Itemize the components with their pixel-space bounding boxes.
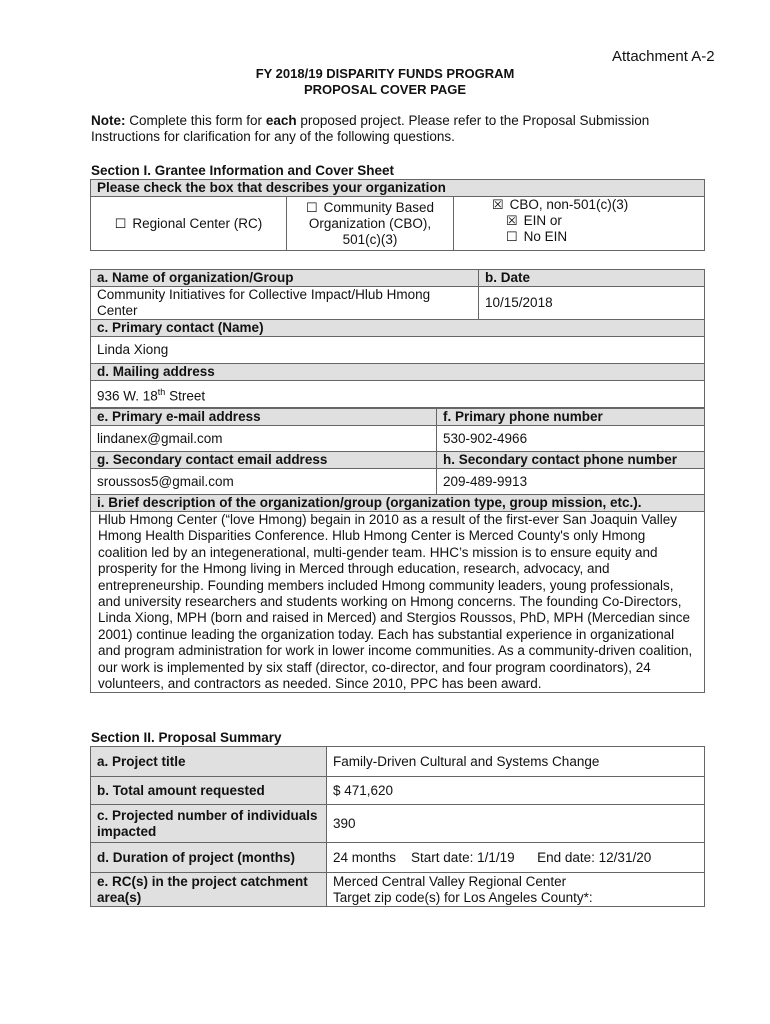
- org-name-label: a. Name of organization/Group: [91, 270, 479, 287]
- mailing-address-post: Street: [165, 388, 206, 404]
- cbo-checkbox[interactable]: ☐: [306, 199, 318, 215]
- no-ein-checkbox[interactable]: ☐: [506, 229, 518, 244]
- secondary-email-label: g. Secondary contact email address: [91, 452, 437, 469]
- catchment-value-1: Merced Central Valley Regional Center: [333, 873, 567, 889]
- secondary-phone-label: h. Secondary contact phone number: [437, 452, 705, 469]
- section-1-heading: Section I. Grantee Information and Cover Sheet: [91, 163, 395, 178]
- org-name-field[interactable]: Community Initiatives for Collective Impact/Hlub Hmong Center: [91, 287, 479, 320]
- amount-label: b. Total amount requested: [91, 777, 327, 805]
- note-pre: Complete this form for: [129, 113, 263, 128]
- form-title: FY 2018/19 DISPARITY FUNDS PROGRAM: [255, 66, 515, 81]
- mailing-address-label: d. Mailing address: [91, 364, 705, 381]
- catchment-value-2: Target zip code(s) for Los Angeles County*:: [333, 889, 593, 905]
- cbo-non-label: CBO, non-501(c)(3): [509, 197, 629, 212]
- rc-checkbox[interactable]: ☐: [114, 215, 127, 231]
- grantee-info-table: [90, 269, 705, 408]
- cbo-option[interactable]: [287, 197, 454, 251]
- project-title-field[interactable]: Family-Driven Cultural and Systems Change: [327, 747, 705, 777]
- cbo-non-checkbox[interactable]: ☒: [492, 197, 504, 212]
- secondary-phone-field[interactable]: 209-489-9913: [437, 469, 705, 495]
- primary-contact-field[interactable]: Linda Xiong: [91, 337, 705, 364]
- rc-label: Regional Center (RC): [132, 215, 263, 231]
- form-subtitle: PROPOSAL COVER PAGE: [303, 82, 467, 97]
- phone-field[interactable]: 530-902-4966: [437, 426, 705, 452]
- no-ein-label: No EIN: [523, 229, 568, 244]
- proposal-summary-table: [90, 746, 705, 907]
- individuals-field[interactable]: 390: [327, 805, 705, 843]
- cbo-label-3: 501(c)(3): [342, 231, 398, 247]
- date-label: b. Date: [479, 270, 705, 287]
- primary-contact-label: c. Primary contact (Name): [91, 320, 705, 337]
- date-field[interactable]: 10/15/2018: [479, 287, 705, 320]
- ein-checkbox[interactable]: ☒: [506, 213, 518, 228]
- cbo-label-1: Community Based: [323, 199, 434, 215]
- note-paragraph: [91, 113, 691, 145]
- email-field[interactable]: lindanex@gmail.com: [91, 426, 437, 452]
- project-title-label: a. Project title: [91, 747, 327, 777]
- phone-label: f. Primary phone number: [437, 409, 705, 426]
- section-2-heading: Section II. Proposal Summary: [91, 730, 282, 745]
- note-label: Note:: [91, 113, 126, 128]
- contact-table: [90, 408, 705, 693]
- amount-field[interactable]: $ 471,620: [327, 777, 705, 805]
- cbo-label-2: Organization (CBO),: [308, 215, 432, 231]
- mailing-address-pre: 936 W. 18: [97, 388, 158, 404]
- secondary-email-field[interactable]: sroussos5@gmail.com: [91, 469, 437, 495]
- org-type-header: Please check the box that describes your organization: [91, 180, 705, 197]
- mailing-address-sup: th: [157, 386, 166, 397]
- note-bold: each: [265, 113, 297, 128]
- duration-field[interactable]: 24 months Start date: 1/1/19 End date: 12/31/20: [327, 843, 705, 873]
- email-label: e. Primary e-mail address: [91, 409, 437, 426]
- org-type-table: [90, 179, 705, 251]
- individuals-label: c. Projected number of individuals impacted: [91, 805, 327, 843]
- attachment-label: Attachment A-2: [612, 48, 715, 65]
- ein-label: EIN or: [523, 213, 562, 228]
- mailing-address-field[interactable]: [91, 381, 705, 408]
- description-label: i. Brief description of the organization/group (organization type, group mission, etc.).: [91, 495, 705, 512]
- catchment-field[interactable]: [327, 873, 705, 907]
- rc-option[interactable]: [91, 197, 287, 251]
- duration-label: d. Duration of project (months): [91, 843, 327, 873]
- description-field[interactable]: Hlub Hmong Center (“love Hmong) begain in 2010 as a result of the first-ever San Joaquin Valley Hmong Health Disparities Conference. Hlub Hmong Center is Merced County's only Hmong coalition led by an integenerational, multi-gender team. HHC’s mission is to ensure equity and prosperity for the Hmong living in Merced through education, research, advocacy, and entrepreneurship. Founding members included Hmong community leaders, young professionals, and university researchers and students working on Hmong concerns. The founding Co-Directors, Linda Xiong, MPH (born and raised in Merced) and Stergios Roussos, PhD, MPH (Mercedian since 2001) continue leading the organization today. Each has substantial experience in organizational and program administration for work in lower income communities. As a community-driven coalition, our work is implemented by six staff (director, co-director, and four program coordinators), 24 volunteers, and contractors as needed. Since 2010, PPC has been award.: [91, 512, 705, 693]
- cbo-non-option: [454, 197, 705, 251]
- note-post: proposed project. Please refer to the Proposal Submission Instructions for clarification for any of the following questions.: [91, 113, 650, 144]
- catchment-label: e. RC(s) in the project catchment area(s): [91, 873, 327, 907]
